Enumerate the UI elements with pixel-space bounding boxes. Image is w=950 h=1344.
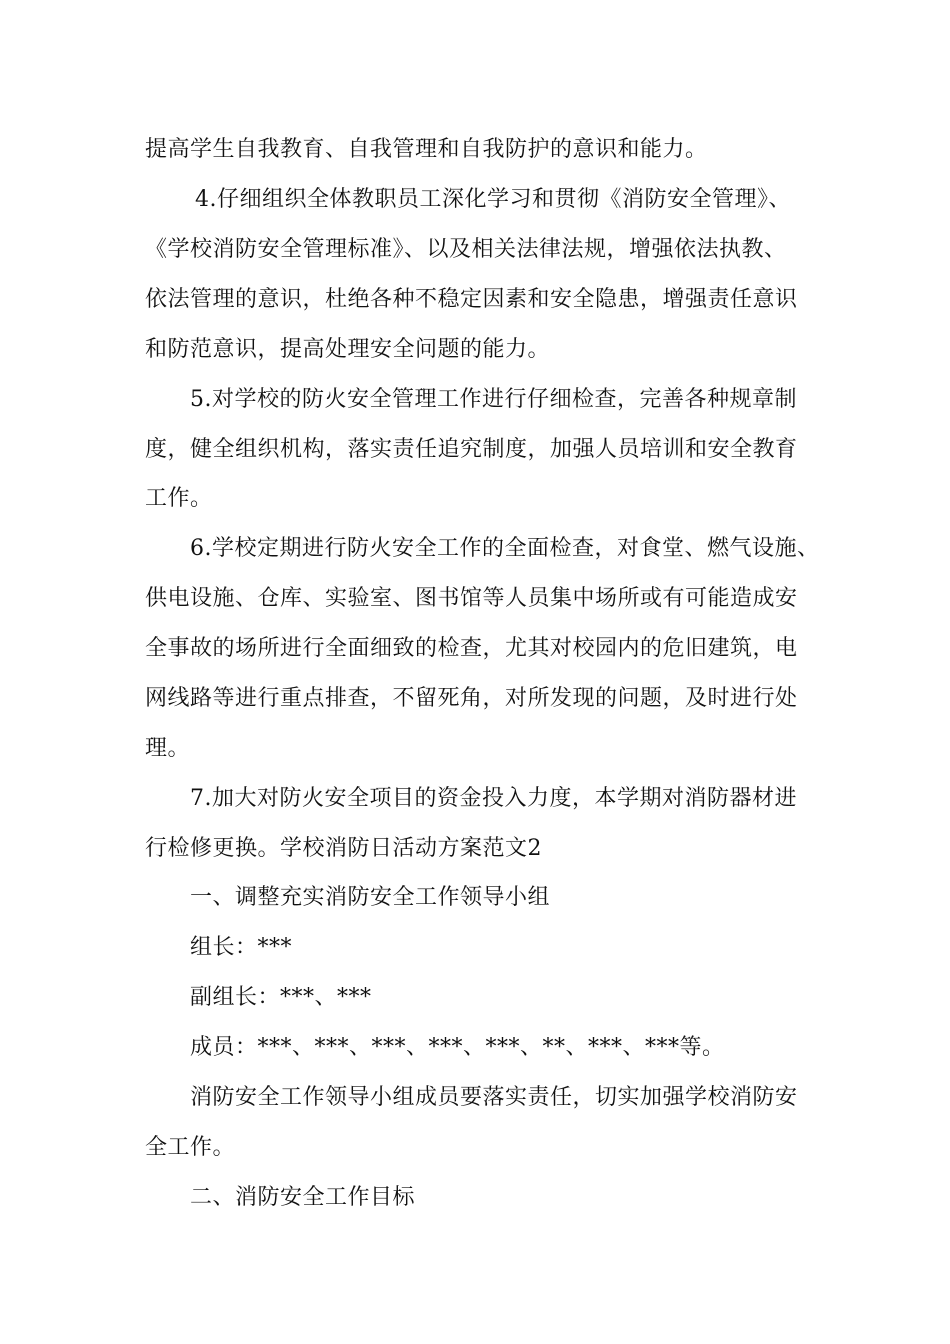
- text-line: 消防安全工作领导小组成员要落实责任，切实加强学校消防安: [190, 1085, 798, 1110]
- text-line: 提高学生自我教育、自我管理和自我防护的意识和能力。: [145, 137, 708, 162]
- text-line: 副组长：***、***: [190, 985, 372, 1010]
- text-line: 6.学校定期进行防火安全工作的全面检查，对食堂、燃气设施、: [190, 536, 820, 561]
- text-line: 7.加大对防火安全项目的资金投入力度，本学期对消防器材进: [190, 786, 797, 811]
- text-line: 供电设施、仓库、实验室、图书馆等人员集中场所或有可能造成安: [145, 586, 798, 611]
- text-line: 组长：***: [190, 935, 293, 960]
- text-line: 和防范意识，提高处理安全问题的能力。: [145, 337, 551, 362]
- text-line: 度，健全组织机构，落实责任追究制度，加强人员培训和安全教育: [145, 437, 798, 462]
- text-line: 全工作。: [145, 1135, 236, 1160]
- text-line: 全事故的场所进行全面细致的检查，尤其对校园内的危旧建筑，电: [145, 636, 798, 661]
- text-line: 《学校消防安全管理标准》、以及相关法律法规，增强依法执教、: [145, 237, 787, 262]
- text-line: 一、调整充实消防安全工作领导小组: [190, 885, 551, 910]
- text-line: 4.仔细组织全体教职员工深化学习和贯彻《消防安全管理》、: [195, 187, 791, 212]
- text-line: 工作。: [145, 486, 213, 511]
- text-line: 网线路等进行重点排查，不留死角，对所发现的问题，及时进行处: [145, 686, 798, 711]
- text-line: 依法管理的意识，杜绝各种不稳定因素和安全隐患，增强责任意识: [145, 287, 798, 312]
- text-line: 成员：***、***、***、***、***、**、***、***等。: [190, 1035, 725, 1060]
- text-line: 二、消防安全工作目标: [190, 1185, 416, 1210]
- text-line: 5.对学校的防火安全管理工作进行仔细检查，完善各种规章制: [190, 387, 797, 412]
- text-line: 行检修更换。学校消防日活动方案范文2: [145, 836, 542, 861]
- text-line: 理。: [145, 736, 191, 761]
